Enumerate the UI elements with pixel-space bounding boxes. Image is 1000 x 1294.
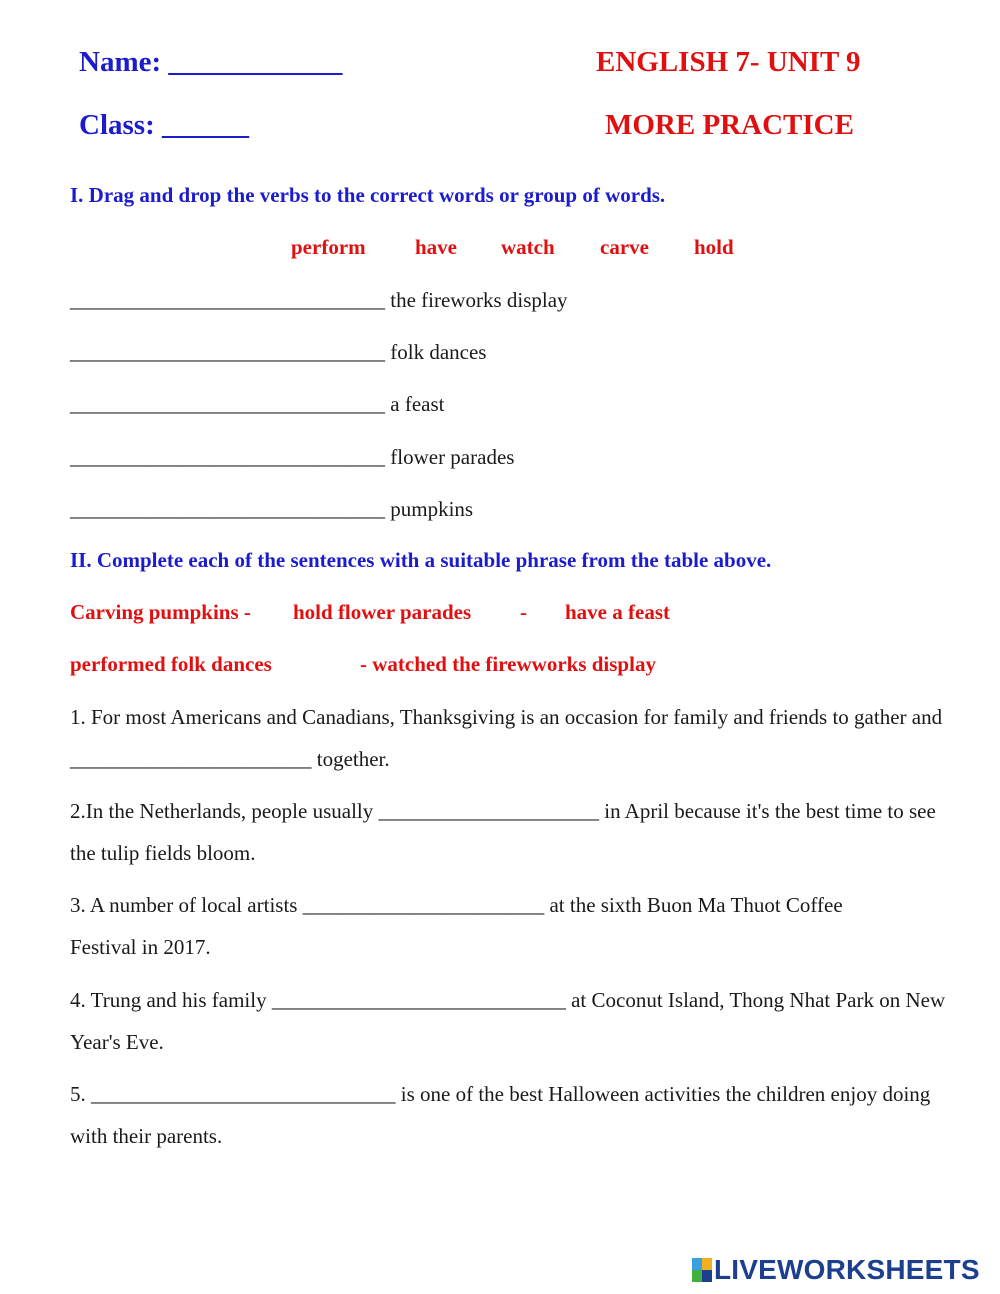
verb-hold[interactable]: hold xyxy=(694,235,734,259)
section-2-instruction: II. Complete each of the sentences with a suitable phrase from the table above. xyxy=(70,548,772,572)
name-field-label: Name: ____________ xyxy=(79,46,343,78)
section-1-instruction: I. Drag and drop the verbs to the correct words or group of words. xyxy=(70,183,666,207)
phrase-carving-pumpkins: Carving pumpkins - xyxy=(70,600,251,624)
drop-row-text: a feast xyxy=(390,392,445,416)
worksheet-title: ENGLISH 7- UNIT 9 xyxy=(596,46,861,78)
sentence-1: 1. For most Americans and Canadians, Thanksgiving is an occasion for family and friends to gather and _______________________ together. xyxy=(70,705,943,771)
verb-perform[interactable]: perform xyxy=(291,235,366,259)
phrase-hold-flower-parades: hold flower parades xyxy=(293,600,472,624)
drop-blank[interactable]: ______________________________ xyxy=(70,392,385,416)
drop-row xyxy=(70,331,486,373)
phrase-watched-fireworks: - watched the firewworks display xyxy=(360,652,656,676)
class-field-label: Class: ______ xyxy=(79,109,249,141)
drop-row-text: flower parades xyxy=(390,445,515,469)
sentence-2: 2.In the Netherlands, people usually _____________________ in April because it's the best time to see the tulip fields bloom. xyxy=(70,799,936,865)
verb-have[interactable]: have xyxy=(415,235,457,259)
liveworksheets-logo-text: LIVEWORKSHEETS xyxy=(714,1254,980,1285)
drop-blank[interactable]: ______________________________ xyxy=(70,497,385,521)
drop-blank[interactable]: ______________________________ xyxy=(70,340,385,364)
sentence-4: 4. Trung and his family ____________________________ at Coconut Island, Thong Nhat Park on New Year's Eve. xyxy=(70,988,946,1054)
drop-blank[interactable]: ______________________________ xyxy=(70,288,385,312)
sentence-3: 3. A number of local artists _______________________ at the sixth Buon Ma Thuot Coffee Festival in 2017. xyxy=(70,893,843,959)
drop-row-text: pumpkins xyxy=(390,497,474,521)
verb-carve[interactable]: carve xyxy=(600,235,649,259)
worksheet-subtitle: MORE PRACTICE xyxy=(605,109,854,141)
drop-row-text: the fireworks display xyxy=(390,288,568,312)
phrase-separator: - xyxy=(520,600,527,624)
drop-row-text: folk dances xyxy=(390,340,487,364)
sentence-5: 5. _____________________________ is one of the best Halloween activities the children enjoy doing with their parents. xyxy=(70,1082,931,1148)
drop-row xyxy=(70,488,473,530)
drop-row xyxy=(70,436,514,478)
drop-row xyxy=(70,279,568,321)
phrase-performed-folk-dances: performed folk dances xyxy=(70,652,272,676)
verb-watch[interactable]: watch xyxy=(501,235,555,259)
liveworksheets-logo-icon xyxy=(692,1258,712,1282)
phrase-have-a-feast: have a feast xyxy=(565,600,670,624)
drop-blank[interactable]: ______________________________ xyxy=(70,445,385,469)
drop-row xyxy=(70,383,444,425)
liveworksheets-logo xyxy=(692,1254,980,1286)
